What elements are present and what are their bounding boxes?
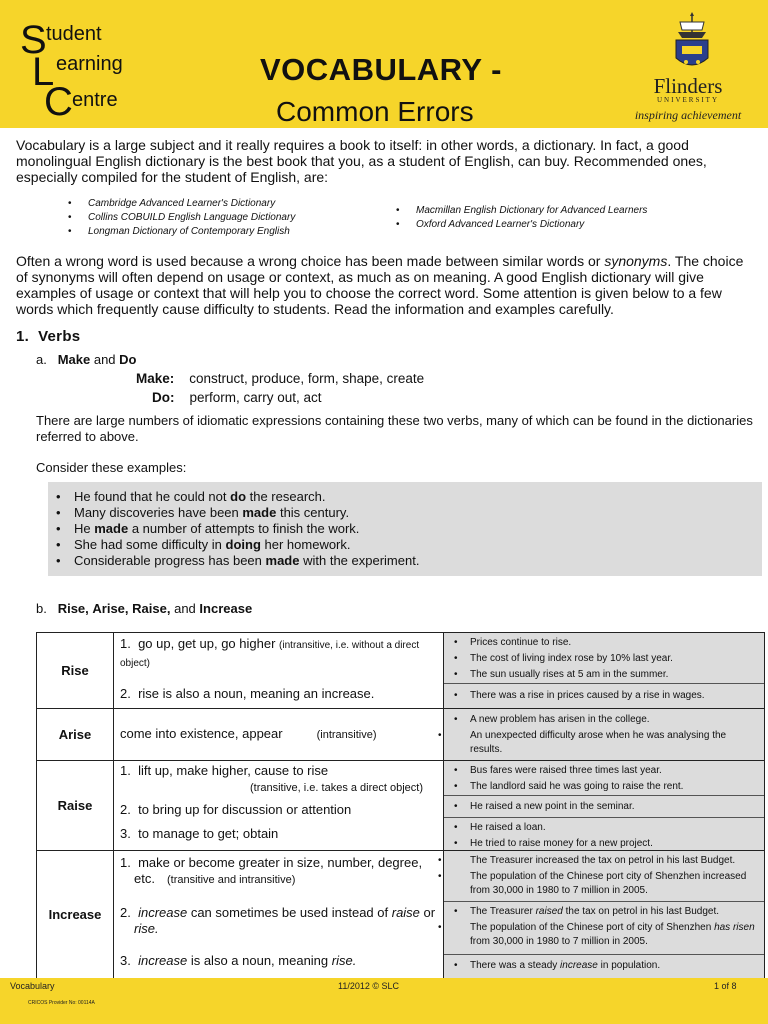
logo-tagline: inspiring achievement [634, 108, 742, 122]
table-row [37, 851, 765, 979]
table-meaning-rise [114, 633, 444, 709]
list-item: • Many discoveries have been made this century. [56, 505, 350, 520]
slc-letter-l: L [32, 50, 55, 94]
list-item: • Longman Dictionary of Contemporary English [68, 226, 290, 237]
slc-letter-c: C [44, 80, 73, 124]
list-item: • She had some difficulty in doing her homework. [56, 537, 351, 552]
meaning-item: come into existence, appear (intransitive) [120, 726, 377, 741]
subheading-make-do: a. Make and Do [36, 352, 137, 367]
meaning-item: 3. to manage to get; obtain [120, 826, 279, 841]
make-definition: Make: construct, produce, form, shape, create [136, 371, 425, 386]
table-examples-rise [444, 633, 765, 709]
flinders-logo [630, 8, 750, 120]
list-item: • The Treasurer raised the tax on petrol in his last Budget. [454, 906, 720, 917]
list-item: • The landlord said he was going to raise the rent. [454, 781, 684, 792]
slc-word-student: tudent [46, 23, 102, 45]
list-item: • He found that he could not do the research. [56, 489, 326, 504]
list-item: • He raised a new point in the seminar. [454, 801, 635, 812]
list-item: • Considerable progress has been made with the experiment. [56, 553, 420, 568]
slc-word-centre: entre [72, 89, 118, 111]
list-item: • There was a steady increase in population. [454, 960, 661, 971]
list-item: • Bus fares were raised three times last year. [454, 765, 662, 776]
flinders-crest-icon [672, 10, 712, 74]
list-item: • Collins COBUILD English Language Dictionary [68, 212, 296, 223]
do-definition: Do: perform, carry out, act [152, 390, 322, 405]
table-row [37, 761, 765, 851]
footer-bar [0, 978, 768, 1024]
footer-date: 11/2012 © SLC [338, 981, 400, 991]
table-row [37, 633, 765, 709]
header-banner [0, 0, 768, 128]
vocabulary-table [36, 632, 765, 979]
list-item: • He tried to raise money for a new project. [454, 838, 653, 849]
list-item: • The sun usually rises at 5 am in the summer. [454, 669, 669, 680]
list-item: • The population of the Chinese port of city of Shenzhen has risen from 30,000 in 1980 to 7 million in 2005. [438, 922, 755, 947]
list-item: • There was a rise in prices caused by a rise in wages. [454, 690, 705, 701]
consider-label: Consider these examples: [36, 460, 187, 475]
meaning-item: 1. go up, get up, go higher (intransitive, i.e. without a direct object) [120, 636, 420, 669]
slc-letter-s: S [20, 18, 47, 62]
subheading-rise-arise-raise-increase: b. Rise, Arise, Raise, and Increase [36, 601, 253, 616]
synonyms-paragraph: Often a wrong word is used because a wrong choice has been made between similar words or synonyms. The choice of synonyms will often depend on usage or context, as much as on meaning. A good English dictionary will give examples of usage or context that will help you to choose the correct word. Some attention is given below to a few words which frequently cause difficulty to students. Read the information and examples carefully. [16, 253, 744, 317]
list-item: • The population of the Chinese port city of Shenzhen increased from 30,000 in 1980 to 7 million in 2005. [438, 871, 747, 896]
meaning-item: 2. increase can sometimes be used instead of raise or rise. [120, 905, 436, 936]
meaning-item: 1. lift up, make higher, cause to rise (transitive, i.e. takes a direct object) [120, 763, 424, 794]
table-examples-arise [438, 709, 765, 761]
list-item: • Prices continue to rise. [454, 637, 572, 648]
table-row [37, 709, 765, 761]
table-meaning-raise [114, 761, 444, 851]
page-title: VOCABULARY - [260, 52, 502, 87]
idiom-paragraph: There are large numbers of idiomatic expressions containing these two verbs, many of which can be found in the dictionaries referred to above. [36, 413, 753, 444]
intro-paragraph: Vocabulary is a large subject and it really requires a book to itself: in other words, a dictionary. In fact, a good monolingual English dictionary is the best book that you, as a student of English, can buy. Recommended ones, especially compiled for the student of English, are: [16, 137, 707, 185]
table-word-arise: Arise [37, 709, 114, 761]
logo-university: UNIVERSITY [657, 96, 719, 104]
table-word-increase: Increase [37, 851, 114, 979]
logo-name: Flinders [653, 74, 723, 98]
list-item: • A new problem has arisen in the college. [454, 714, 650, 725]
meaning-item: 2. rise is also a noun, meaning an increase. [120, 686, 375, 701]
table-word-rise: Rise [37, 633, 114, 709]
section-heading-verbs: 1. Verbs [16, 328, 81, 345]
footer-cricos: CRICOS Provider No: 00114A [28, 1000, 95, 1006]
table-meaning-increase [114, 851, 444, 979]
dictionary-list-right [396, 204, 756, 232]
table-meaning-arise [114, 709, 444, 761]
list-item: • He made a number of attempts to finish the work. [56, 521, 360, 536]
dictionary-list-left [68, 197, 388, 239]
table-examples-raise [444, 761, 765, 851]
list-item: • An unexpected difficulty arose when he was analysing the results. [438, 730, 727, 755]
table-examples-increase [438, 851, 765, 979]
footer-page-number: 1 of 8 [714, 981, 737, 991]
slc-word-learning: earning [56, 53, 123, 75]
page-subtitle: Common Errors [276, 96, 474, 127]
list-item: • Oxford Advanced Learner's Dictionary [396, 219, 585, 230]
footer-doc-name: Vocabulary [10, 981, 55, 991]
list-item: • The Treasurer increased the tax on petrol in his last Budget. [438, 855, 736, 866]
slc-logo [20, 12, 170, 122]
list-item: • He raised a loan. [454, 822, 546, 833]
meaning-item: 3. increase is also a noun, meaning rise. [120, 953, 357, 968]
meaning-item: 2. to bring up for discussion or attention [120, 802, 352, 817]
meaning-item: 1. make or become greater in size, number, degree, etc. (transitive and intransitive) [120, 855, 423, 886]
list-item: • The cost of living index rose by 10% last year. [454, 653, 673, 664]
list-item: • Cambridge Advanced Learner's Dictionary [68, 198, 276, 209]
list-item: • Macmillan English Dictionary for Advanced Learners [396, 205, 648, 216]
table-word-raise: Raise [37, 761, 114, 851]
